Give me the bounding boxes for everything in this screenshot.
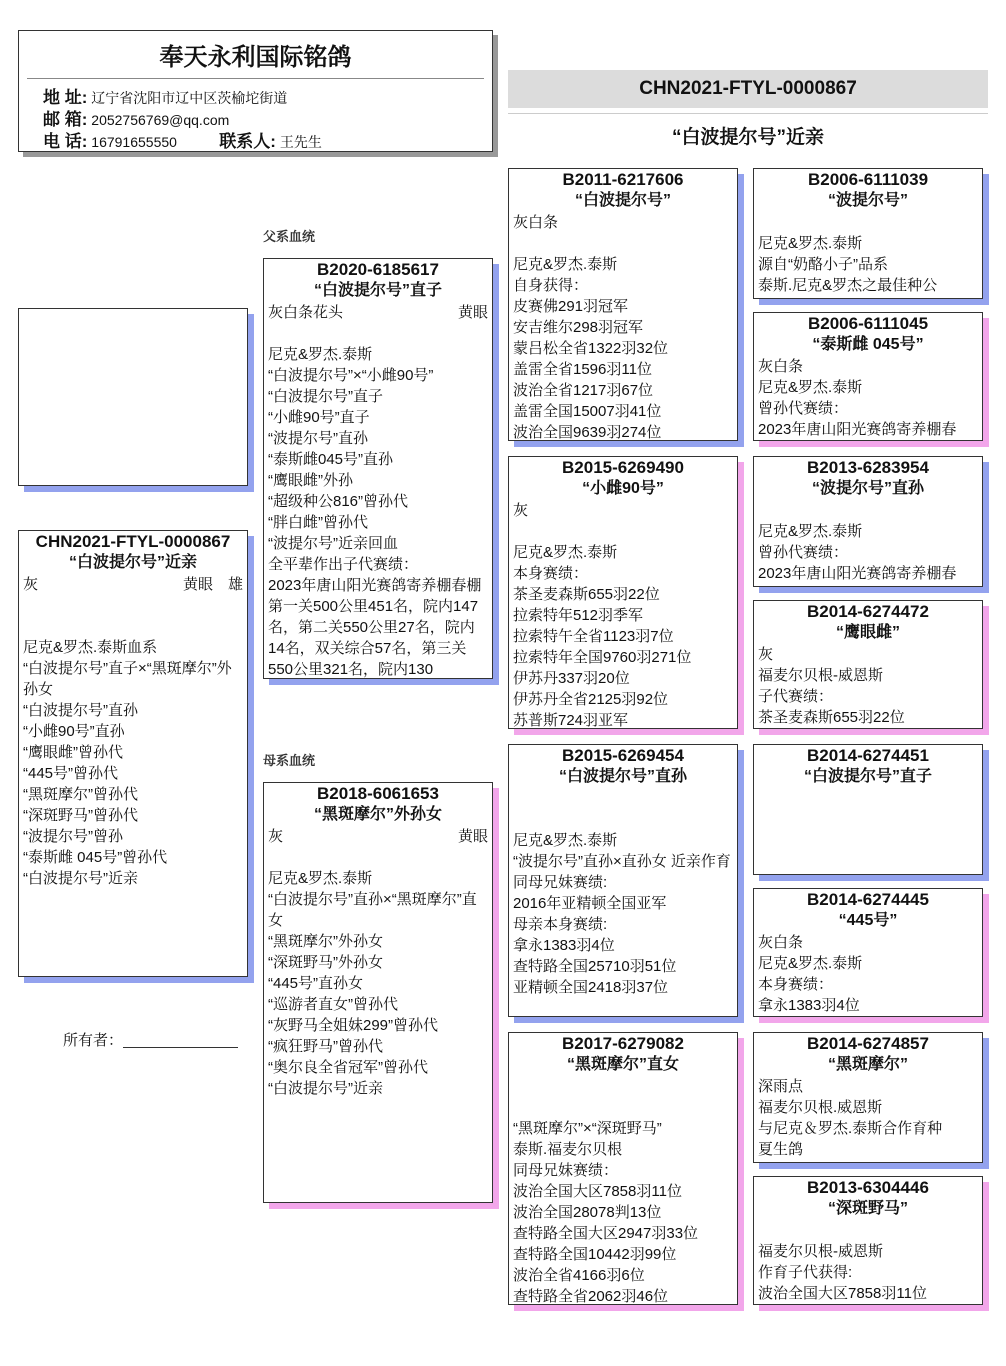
contact-label: 联系人:: [219, 132, 276, 151]
pedigree-line: “黑斑摩尔”×“深斑野马”: [513, 1120, 662, 1137]
pedigree-line: 尼克&罗杰.泰斯血系: [23, 639, 158, 656]
pedigree-line: “波提尔号”曾孙: [23, 828, 123, 845]
pedigree-line: “445号”曾孙代: [23, 765, 119, 782]
pedigree-line: “白波提尔号”直孙×“黑斑摩尔”直女: [268, 891, 477, 929]
pedigree-line: “疯狂野马”曾孙代: [268, 1038, 383, 1055]
pedigree-line: 查特路全国25710羽51位: [513, 958, 677, 975]
pedigree-line: “深斑野马”曾孙代: [23, 807, 138, 824]
pedigree-line: “白波提尔号”直子×“黑斑摩尔”外孙女: [23, 660, 232, 698]
ring-number: B2011-6217606: [562, 170, 684, 189]
pedigree-line: “泰斯雌045号”直孙: [268, 451, 394, 468]
pigeon-name: “波提尔号”: [827, 192, 908, 209]
pedigree-line: 深雨点: [758, 1078, 804, 1095]
pedigree-line: 苏普斯724羽亚军: [513, 712, 629, 729]
address-value: 辽宁省沈阳市辽中区茨榆坨街道: [91, 90, 288, 106]
pigeon-name: “白波提尔号”近亲: [68, 554, 197, 571]
pedigree-line: 尼克&罗杰.泰斯: [513, 832, 618, 849]
ring-number: B2017-6279082: [562, 1034, 684, 1053]
pedigree-line: 尼克&罗杰.泰斯: [268, 870, 373, 887]
pigeon-card-g3a[interactable]: [508, 168, 738, 441]
pedigree-line: 福麦尔贝根.威恩斯: [758, 1099, 883, 1116]
pigeon-name: “小雌90号”: [582, 480, 664, 497]
pedigree-line: 茶圣麦森斯655羽22位: [513, 586, 660, 603]
pedigree-line: [513, 1076, 733, 1097]
pedigree-line: “白波提尔号”近亲: [268, 1080, 383, 1097]
pedigree-line: 福麦尔贝根-威恩斯: [758, 667, 883, 684]
pedigree-line: 波治全国9639羽274位: [513, 424, 662, 441]
pigeon-card-g4h[interactable]: [753, 1176, 983, 1305]
pigeon-card-g4f[interactable]: [753, 888, 983, 1017]
pedigree-line: 曾孙代赛绩：: [758, 544, 849, 561]
ring-number: CHN2021-FTYL-0000867: [35, 532, 231, 551]
pedigree-line: 盖雷全国15007羽41位: [513, 403, 662, 420]
pedigree-line: 尼克&罗杰.泰斯: [513, 544, 618, 561]
pedigree-line: 灰白条: [758, 358, 804, 375]
pedigree-line: 伊苏丹337羽20位: [513, 670, 630, 687]
ring-number: B2014-6274857: [807, 1034, 929, 1053]
pedigree-line: “小雌90号”直子: [268, 409, 370, 426]
ring-number: B2014-6274451: [807, 746, 929, 765]
pedigree-line: “深斑野马”外孙女: [268, 954, 383, 971]
pedigree-line: 查特路全国大区2947羽33位: [513, 1225, 699, 1242]
pedigree-line: “鹰眼雌”外孙: [268, 472, 353, 489]
ring-number: B2006-6111039: [807, 170, 929, 189]
pedigree-line: 亚精顿全国2418羽37位: [513, 979, 669, 996]
pigeon-card-g4d[interactable]: [753, 600, 983, 729]
pedigree-line: 盖雷全省1596羽11位: [513, 361, 652, 378]
divider: [27, 78, 484, 79]
pigeon-name: “泰斯雌 045号”: [812, 336, 924, 353]
pedigree-line: [513, 1097, 733, 1118]
pedigree-line: [513, 788, 733, 809]
pedigree-line: 同母兄妹赛绩：: [513, 1162, 619, 1179]
pedigree-line: [23, 616, 243, 637]
pedigree-line: “波提尔号”直孙×直孙女 近亲作育: [513, 853, 731, 870]
pedigree-line: 拿永1383羽4位: [758, 997, 860, 1014]
pedigree-line: 查特路全国10442羽99位: [513, 1246, 677, 1263]
address-row: [43, 87, 492, 109]
pigeon-name: “黑斑摩尔”: [827, 1056, 908, 1073]
pedigree-line: [758, 500, 978, 521]
banner-title: “白波提尔号”近亲: [671, 127, 824, 148]
pedigree-line: 拿永1383羽4位: [513, 937, 615, 954]
email-label: 邮 箱:: [43, 110, 88, 129]
owner-label: 所有者：: [63, 1032, 124, 1049]
pedigree-line: 查特路全省2062羽46位: [513, 1288, 669, 1305]
pedigree-line: “胖白雌”曾孙代: [268, 514, 368, 531]
pedigree-line: [268, 323, 488, 344]
pedigree-line: [513, 521, 733, 542]
pigeon-name: “445号”: [838, 912, 898, 929]
color-eye-row: [268, 826, 488, 847]
pigeon-name: “白波提尔号”直子: [313, 282, 442, 299]
pedigree-line: 子代赛绩：: [758, 688, 834, 705]
pigeon-card-g3c[interactable]: [508, 744, 738, 1017]
pedigree-line: 母亲本身赛绩:: [513, 916, 608, 933]
pedigree-line: [758, 1220, 978, 1241]
ring-number: B2020-6185617: [317, 260, 439, 279]
feather-color: 灰: [23, 576, 39, 593]
pedigree-line: 尼克&罗杰.泰斯: [513, 256, 618, 273]
pigeon-name: “黑斑摩尔”直女: [566, 1056, 679, 1073]
pedigree-line: “小雌90号”直孙: [23, 723, 125, 740]
owner-row: [63, 1029, 238, 1050]
phone-label: 电 话:: [43, 132, 88, 151]
ring-number: B2014-6274445: [807, 890, 929, 909]
contact-value: 王先生: [279, 134, 322, 150]
loft-title: 奉天永利国际铭鸽: [159, 44, 352, 71]
pigeon-card-g3b[interactable]: [508, 456, 738, 729]
pigeon-card-g4a[interactable]: [753, 168, 983, 299]
pedigree-line: 2023年唐山阳光赛鸽寄养棚春: [758, 565, 957, 582]
pedigree-line: 尼克&罗杰.泰斯: [758, 523, 863, 540]
phone-value: 16791655550: [91, 134, 177, 150]
pedigree-line: [268, 847, 488, 868]
pedigree-line: 夏生鸽: [758, 1141, 804, 1158]
pedigree-line: 2023年唐山阳光赛鸽寄养棚春: [758, 421, 957, 438]
pedigree-line: 曾孙代赛绩：: [758, 400, 849, 417]
pedigree-line: “奥尔良全省冠军”曾孙代: [268, 1059, 428, 1076]
pedigree-line: 茶圣麦森斯655羽22位: [758, 709, 905, 726]
pigeon-card-g3d[interactable]: [508, 1032, 738, 1305]
pigeon-name: “白波提尔号”直孙: [558, 768, 687, 785]
banner-divider: [508, 113, 988, 114]
color-eye-row: [23, 574, 243, 595]
pedigree-line: 同母兄妹赛绩:: [513, 874, 608, 891]
ring-number: B2015-6269454: [562, 746, 684, 765]
pedigree-line: “超级种公816”曾孙代: [268, 493, 409, 510]
pedigree-line: 源自“奶酪小子”品系: [758, 256, 888, 273]
pedigree-line: 拉索特午全省1123羽7位: [513, 628, 674, 645]
pedigree-line: “白波提尔号”直子: [268, 388, 383, 405]
pedigree-line: 灰白条: [758, 934, 804, 951]
color-eye-row: [268, 302, 488, 323]
email-row: [43, 109, 492, 131]
pedigree-line: “白波提尔号”近亲: [23, 870, 138, 887]
feather-color: 灰白条花头: [268, 304, 344, 321]
pigeon-name: “白波提尔号”直子: [803, 768, 932, 785]
loft-header: [18, 30, 493, 152]
pedigree-line: 波治全国大区7858羽11位: [758, 1285, 927, 1302]
pedigree-line: 2016年亚精顿全国亚军: [513, 895, 667, 912]
phone-row: [43, 131, 492, 153]
banner-ring: CHN2021-FTYL-0000867: [508, 70, 988, 108]
pedigree-line: “黑斑摩尔”外孙女: [268, 933, 383, 950]
ring-number: B2013-6304446: [807, 1178, 929, 1197]
ring-number: B2006-6111045: [807, 314, 929, 333]
pedigree-line: 2023年唐山阳光赛鸽寄养棚春棚第一关500公里451名，院内147名，第二关550公里27名，院内14名，双关综合57名，第三关550公里321名，院内130: [268, 577, 482, 678]
pigeon-name: “深斑野马”: [827, 1200, 908, 1217]
pedigree-line: 作育子代获得:: [758, 1264, 853, 1281]
email-value[interactable]: 2052756769@qq.com: [91, 112, 230, 128]
pedigree-line: 波治全省1217羽67位: [513, 382, 654, 399]
pedigree-line: “白波提尔号”直孙: [23, 702, 138, 719]
eye-sex: 黄眼: [457, 304, 488, 321]
pigeon-name: “鹰眼雌”: [835, 624, 900, 641]
pedigree-line: 灰: [513, 502, 529, 519]
ring-number: B2015-6269490: [562, 458, 684, 477]
sire-section-label: 父系血统: [263, 229, 316, 244]
feather-color: 灰: [268, 828, 284, 845]
pigeon-name: “黑斑摩尔”外孙女: [313, 806, 442, 823]
pigeon-card-g4g[interactable]: [753, 1032, 983, 1163]
eye-sex: 黄眼 雄: [182, 576, 243, 593]
ring-number: B2018-6061653: [317, 784, 439, 803]
pedigree-line: 本身赛绩：: [758, 976, 834, 993]
pedigree-line: 拉索特年全国9760羽271位: [513, 649, 692, 666]
pigeon-card-g4c[interactable]: [753, 456, 983, 587]
pigeon-card-sire[interactable]: [263, 258, 493, 679]
pedigree-line: 皮赛佛291羽冠军: [513, 298, 629, 315]
eye-sex: 黄眼: [457, 828, 488, 845]
pigeon-card-g4e[interactable]: [753, 744, 983, 875]
pedigree-line: [513, 233, 733, 254]
photo-frame: [18, 308, 248, 486]
pigeon-name: “波提尔号”直孙: [811, 480, 924, 497]
pedigree-line: [513, 809, 733, 830]
pedigree-line: 福麦尔贝根-威恩斯: [758, 1243, 883, 1260]
pedigree-line: 灰白条: [513, 214, 559, 231]
pedigree-line: 波治全国大区7858羽11位: [513, 1183, 682, 1200]
pedigree-line: 尼克&罗杰.泰斯: [268, 346, 373, 363]
pedigree-line: 尼克&罗杰.泰斯: [758, 955, 863, 972]
ring-number: B2014-6274472: [807, 602, 929, 621]
pedigree-line: 自身获得：: [513, 277, 589, 294]
pedigree-line: 尼克&罗杰.泰斯: [758, 235, 863, 252]
pedigree-line: 泰斯.福麦尔贝根: [513, 1141, 623, 1158]
pedigree-line: [758, 212, 978, 233]
pigeon-card-dam[interactable]: [263, 782, 493, 1203]
pedigree-line: “灰野马全姐妹299”曾孙代: [268, 1017, 439, 1034]
pedigree-line: 安吉维尔298羽冠军: [513, 319, 644, 336]
pigeon-card-g4b[interactable]: [753, 312, 983, 441]
pedigree-line: “波提尔号”直孙: [268, 430, 368, 447]
pedigree-line: 本身赛绩：: [513, 565, 589, 582]
pedigree-line: “445号”直孙女: [268, 975, 364, 992]
owner-line: [123, 1047, 238, 1048]
pigeon-card-main[interactable]: [18, 530, 248, 977]
pedigree-line: 蒙吕松全省1322羽32位: [513, 340, 669, 357]
pedigree-line: “白波提尔号”×“小雌90号”: [268, 367, 434, 384]
pedigree-line: “黑斑摩尔”曾孙代: [23, 786, 138, 803]
pedigree-line: “鹰眼雌”曾孙代: [23, 744, 123, 761]
pedigree-line: 伊苏丹全省2125羽92位: [513, 691, 669, 708]
pedigree-line: [23, 595, 243, 616]
pedigree-line: 泰斯.尼克&罗杰之最佳种公: [758, 277, 938, 294]
pedigree-line: 尼克&罗杰.泰斯: [758, 379, 863, 396]
pedigree-line: 全平辈作出子代赛绩：: [268, 556, 419, 573]
pigeon-name: “白波提尔号”: [574, 192, 671, 209]
address-label: 地 址:: [43, 88, 88, 107]
pedigree-line: “波提尔号”近亲回血: [268, 535, 398, 552]
pedigree-line: 与尼克＆罗杰.泰斯合作育种: [758, 1120, 943, 1137]
ring-number: B2013-6283954: [807, 458, 929, 477]
pedigree-line: “泰斯雌 045号”曾孙代: [23, 849, 168, 866]
pedigree-line: 波治全国28078判13位: [513, 1204, 662, 1221]
pedigree-line: 灰: [758, 646, 774, 663]
pedigree-line: 波治全省4166羽6位: [513, 1267, 645, 1284]
dam-section-label: 母系血统: [263, 753, 316, 768]
pedigree-line: “巡游者直女”曾孙代: [268, 996, 398, 1013]
pedigree-line: 拉索特年512羽季军: [513, 607, 644, 624]
